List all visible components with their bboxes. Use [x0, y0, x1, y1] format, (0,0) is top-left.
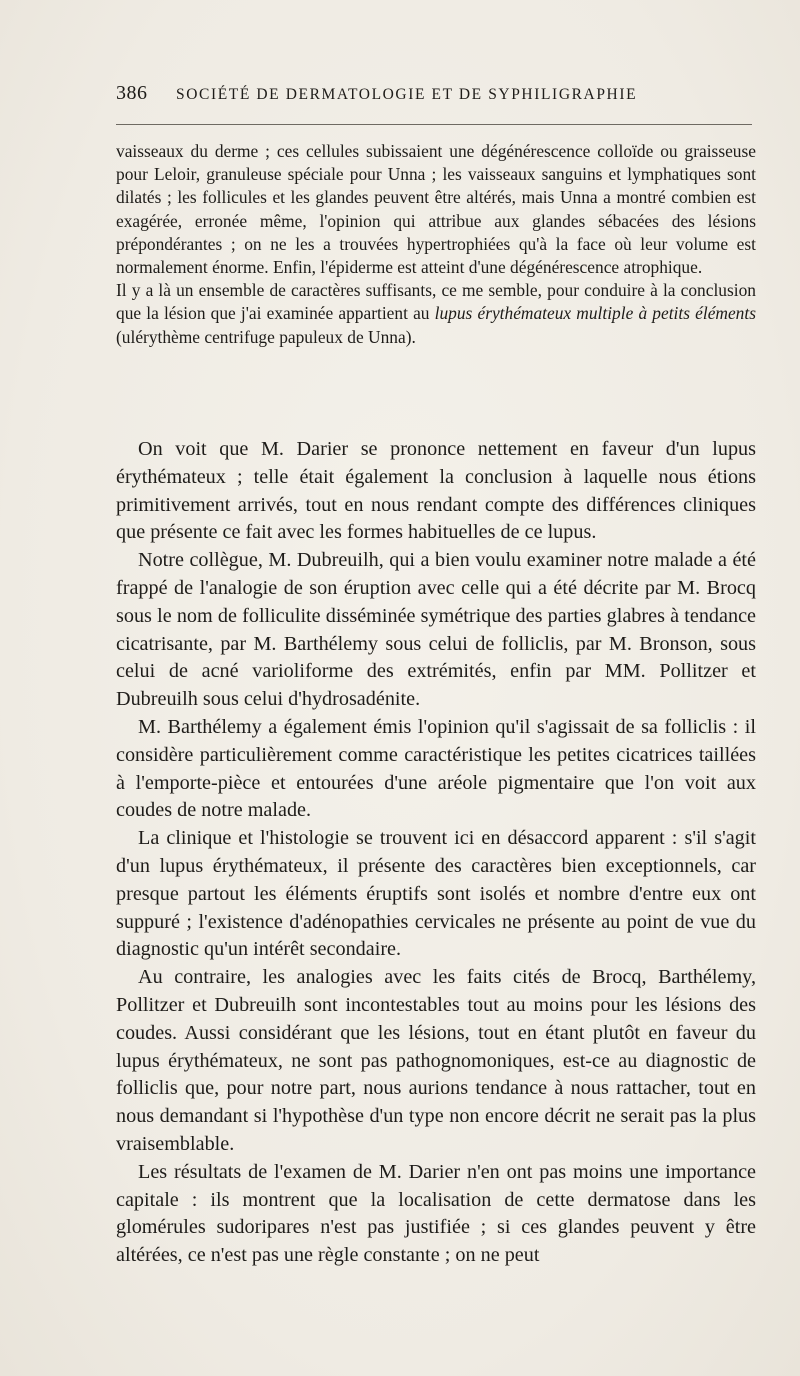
page-number: 386 — [116, 82, 148, 104]
body-paragraph-5: Au contraire, les analogies avec les faits cités de Brocq, Barthélemy, Pollitzer et Dubreuilh sont incontestables tout au moins pour les lésions des coudes. Aussi considérant que les lésions, tout en étant plutôt en faveur du lupus érythémateux, ne sont pas pathognomoniques, est-ce au diagnostic de folliclis que, pour notre part, nous aurions tendance à nous rattacher, tout en nous demandant si l'hypothèse d'un type non encore décrit ne serait pas la plus vraisemblable. — [116, 966, 756, 1155]
quoted-paragraph-2-start: Il y a là un ensemble de caractères suffisants, ce me semble, pour conduire à la conclusion que la lésion que j'ai examinée appartient au — [116, 280, 756, 324]
body-paragraph-1: On voit que M. Darier se prononce nettement en faveur d'un lupus érythémateux ; telle était également la conclusion à laquelle nous étions primitivement arrivés, tout en nous rendant compte des différences cliniques que présente ce fait avec les formes habituelles de ce lupus. — [116, 438, 756, 544]
main-text — [116, 436, 756, 1270]
quoted-paragraph-2-end: (ulérythème centrifuge papuleux de Unna). — [116, 326, 416, 347]
quoted-paragraph-2-italic: lupus érythémateux multiple à petits éléments — [434, 303, 756, 324]
quoted-paragraph-1: vaisseaux du derme ; ces cellules subissaient une dégénérescence colloïde ou graisseuse pour Leloir, granuleuse spéciale pour Unna ; les vaisseaux sanguins et lymphatiques sont dilatés ; les follicules et les glandes peuvent être altérés, mais Unna a montré combien est exagérée, erronée même, l'opinion qui attribue aux glandes sébacées des lésions prépondérantes ; on ne les a trouvées hypertrophiées qu'à la face où leur volume est normalement énorme. Enfin, l'épiderme est atteint d'une dégénérescence atrophique. — [116, 141, 756, 278]
body-paragraph-4: La clinique et l'histologie se trouvent ici en désaccord apparent : s'il s'agit d'un lupus érythémateux, il présente des caractères bien exceptionnels, car presque partout les éléments éruptifs sont isolés et nombre d'entre eux ont suppuré ; l'existence d'adénopathies cervicales ne présente au point de vue du diagnostic qu'un intérêt secondaire. — [116, 827, 756, 961]
quoted-report — [116, 140, 756, 349]
header-rule — [116, 124, 752, 125]
body-paragraph-6: Les résultats de l'examen de M. Darier n'en ont pas moins une importance capitale : ils montrent que la localisation de cette dermatose dans les glomérules sudoripares n'est pas justifiée ; si ces glandes peuvent y être altérées, ce n'est pas une règle constante ; on ne peut — [116, 1160, 756, 1267]
quoted-paragraph-2 — [116, 279, 756, 349]
page-header — [116, 82, 754, 112]
running-title: SOCIÉTÉ DE DERMATOLOGIE ET DE SYPHILIGRAPHIE — [176, 86, 638, 103]
body-paragraph-3: M. Barthélemy a également émis l'opinion qu'il s'agissait de sa folliclis : il considère particulièrement comme caractéristique les petites cicatrices taillées à l'emporte-pièce et entourées d'une aréole pigmentaire que l'on voit aux coudes de notre malade. — [116, 715, 756, 822]
body-paragraph-2: Notre collègue, M. Dubreuilh, qui a bien voulu examiner notre malade a été frappé de l'analogie de son éruption avec celle qui a été décrite par M. Brocq sous le nom de folliculite disséminée symétrique des parties glabres à tendance cicatrisante, par M. Barthélemy sous celui de folliclis, par M. Bronson, sous celui de acné varioliforme des extrémités, enfin par MM. Pollitzer et Dubreuilh sous celui d'hydrosadénite. — [116, 549, 756, 711]
